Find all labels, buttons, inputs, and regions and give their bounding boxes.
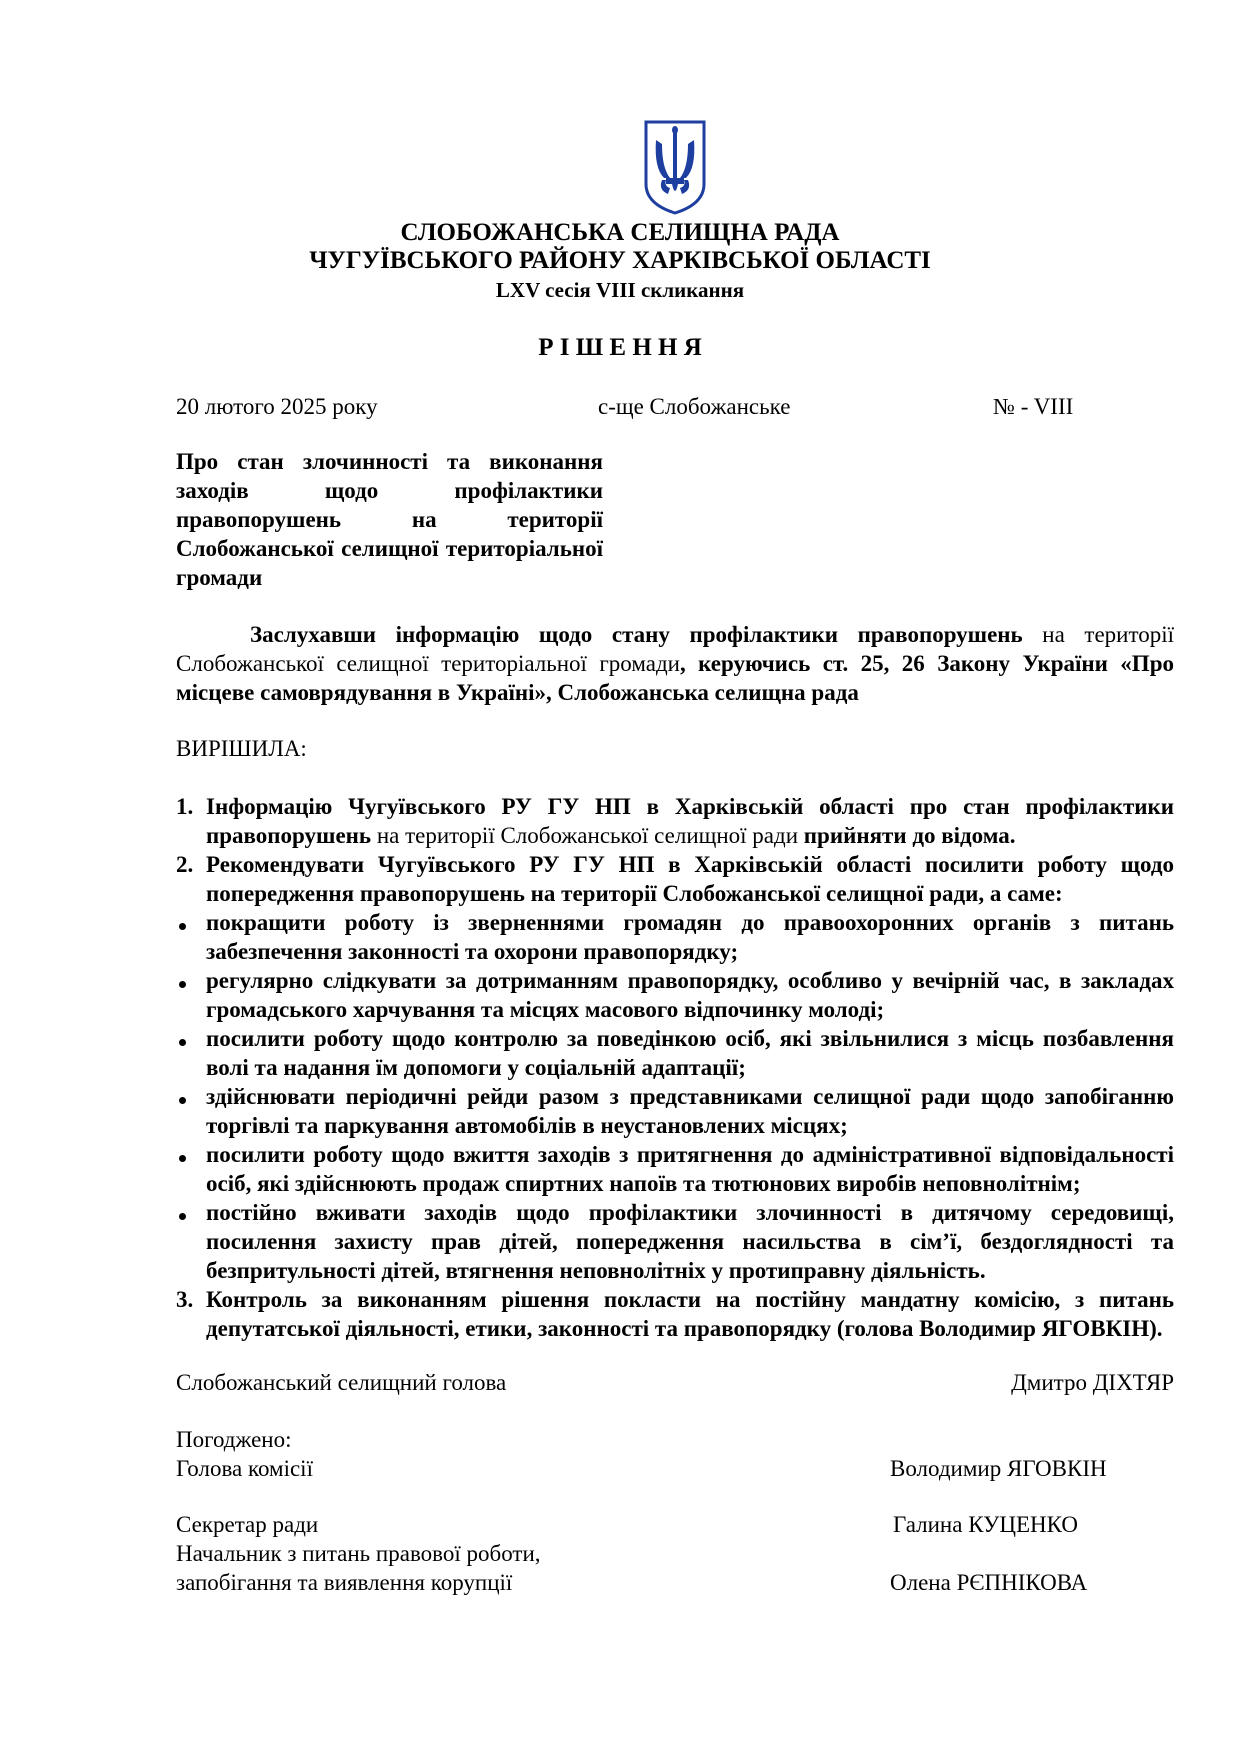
- document-type: Р І Ш Е Н Н Я: [538, 334, 702, 361]
- item-3-text: Контроль за виконанням рішення покласти на постійну мандатну комісію, з питань депутатської діяльності, етики, законності та правопорядку (голова Володимир ЯГОВКІН).: [206, 1287, 1174, 1341]
- bullet-icon: [179, 1155, 186, 1162]
- item-number: 2.: [176, 852, 194, 877]
- bullet-icon: [179, 923, 186, 930]
- bullet-icon: [179, 981, 186, 988]
- item-number: 3.: [176, 1287, 194, 1312]
- preamble-part-1: Заслухавши інформацію щодо стану профілактики правопорушень: [250, 622, 1023, 647]
- bullet-icon: [179, 1039, 186, 1046]
- decision-place: с-ще Слобожанське: [598, 394, 791, 419]
- coat-of-arms-icon: [642, 118, 708, 216]
- legal-name: Олена РЄПНІКОВА: [890, 1570, 1088, 1595]
- approved-label: Погоджено:: [176, 1427, 292, 1452]
- decision-title: Про стан злочинності та виконання заходів щодо профілактики правопорушень на території Слобожанської селищної територіальної громади: [176, 449, 603, 590]
- item-1-part-b: на території Слобожанської селищної ради: [371, 823, 804, 848]
- commission-name: Володимир ЯГОВКІН: [890, 1456, 1107, 1481]
- decision-date: 20 лютого 2025 року: [176, 394, 378, 419]
- secretary-role: Секретар ради: [176, 1512, 319, 1537]
- item-2-text: Рекомендувати Чугуївського РУ ГУ НП в Харківській області посилити роботу щодо попередження правопорушень на території Слобожанської селищної ради, а саме:: [206, 852, 1174, 906]
- bullet-text: здійснювати періодичні рейди разом з представниками селищної ради щодо запобіганню торгівлі та паркування автомобілів в неустановлених місцях;: [206, 1084, 1174, 1138]
- district-name: ЧУГУЇВСЬКОГО РАЙОНУ ХАРКІВСЬКОЇ ОБЛАСТІ: [309, 247, 931, 274]
- head-role: Слобожанський селищний голова: [176, 1370, 507, 1395]
- bullet-text: посилити роботу щодо контролю за поведінкою осіб, які звільнилися з місць позбавлення волі та надання їм допомоги у соціальній адаптації;: [206, 1026, 1174, 1080]
- decision-item-2: [176, 850, 1174, 908]
- preamble: [176, 620, 1174, 707]
- secretary-name: Галина КУЦЕНКО: [893, 1512, 1078, 1537]
- bullet-item: [176, 908, 1174, 966]
- bullet-text: посилити роботу щодо вжиття заходів з притягнення до адміністративної відповідальності осіб, які здійснюють продаж спиртних напоїв та тютюнових виробів неповнолітнім;: [206, 1142, 1174, 1196]
- bullet-item: [176, 1082, 1174, 1140]
- legal-role-line1: Начальник з питань правової роботи,: [176, 1541, 541, 1566]
- bullet-icon: [179, 1097, 186, 1104]
- bullet-item: [176, 1198, 1174, 1285]
- decision-item-3: [176, 1285, 1174, 1343]
- bullet-item: [176, 966, 1174, 1024]
- bullet-text: регулярно слідкувати за дотриманням правопорядку, особливо у вечірній час, в закладах громадського харчування та місцях масового відпочинку молоді;: [206, 968, 1174, 1022]
- preamble-part-3: , керуючись ст. 25, 26 Закону України «Про місцеве самоврядування в Україні», Слобожанська селищна рада: [176, 651, 1174, 705]
- head-name: Дмитро ДІХТЯР: [1011, 1370, 1174, 1395]
- bullet-text: покращити роботу із зверненнями громадян до правоохоронних органів з питань забезпечення законності та охорони правопорядку;: [206, 910, 1174, 964]
- council-name: СЛОБОЖАНСЬКА СЕЛИЩНА РАДА: [400, 219, 840, 246]
- decision-number: № - VIII: [993, 394, 1074, 419]
- item-number: 1.: [176, 794, 194, 819]
- session-info: LXV сесія VIII скликання: [495, 278, 745, 302]
- commission-role: Голова комісії: [176, 1456, 313, 1481]
- preamble-part-2: на території Слобожанської селищної територіальної громади: [176, 622, 1174, 676]
- legal-role-line2: запобігання та виявлення корупції: [176, 1570, 513, 1595]
- decision-points: [176, 792, 1174, 1343]
- bullet-icon: [179, 1213, 186, 1220]
- decision-item-1: [176, 792, 1174, 850]
- item-1-part-a: Інформацію Чугуївського РУ ГУ НП в Харківській області про стан профілактики правопорушень: [206, 794, 1174, 848]
- item-1-part-c: прийняти до відома.: [803, 823, 1016, 848]
- bullet-text: постійно вживати заходів щодо профілактики злочинності в дитячому середовищі, посилення захисту прав дітей, попередження насильства в сім’ї, бездоглядності та безпритульності дітей, втягнення неповнолітніх у протиправну діяльність.: [206, 1200, 1174, 1283]
- bullet-item: [176, 1140, 1174, 1198]
- bullet-item: [176, 1024, 1174, 1082]
- decided-label: ВИРІШИЛА:: [176, 736, 307, 761]
